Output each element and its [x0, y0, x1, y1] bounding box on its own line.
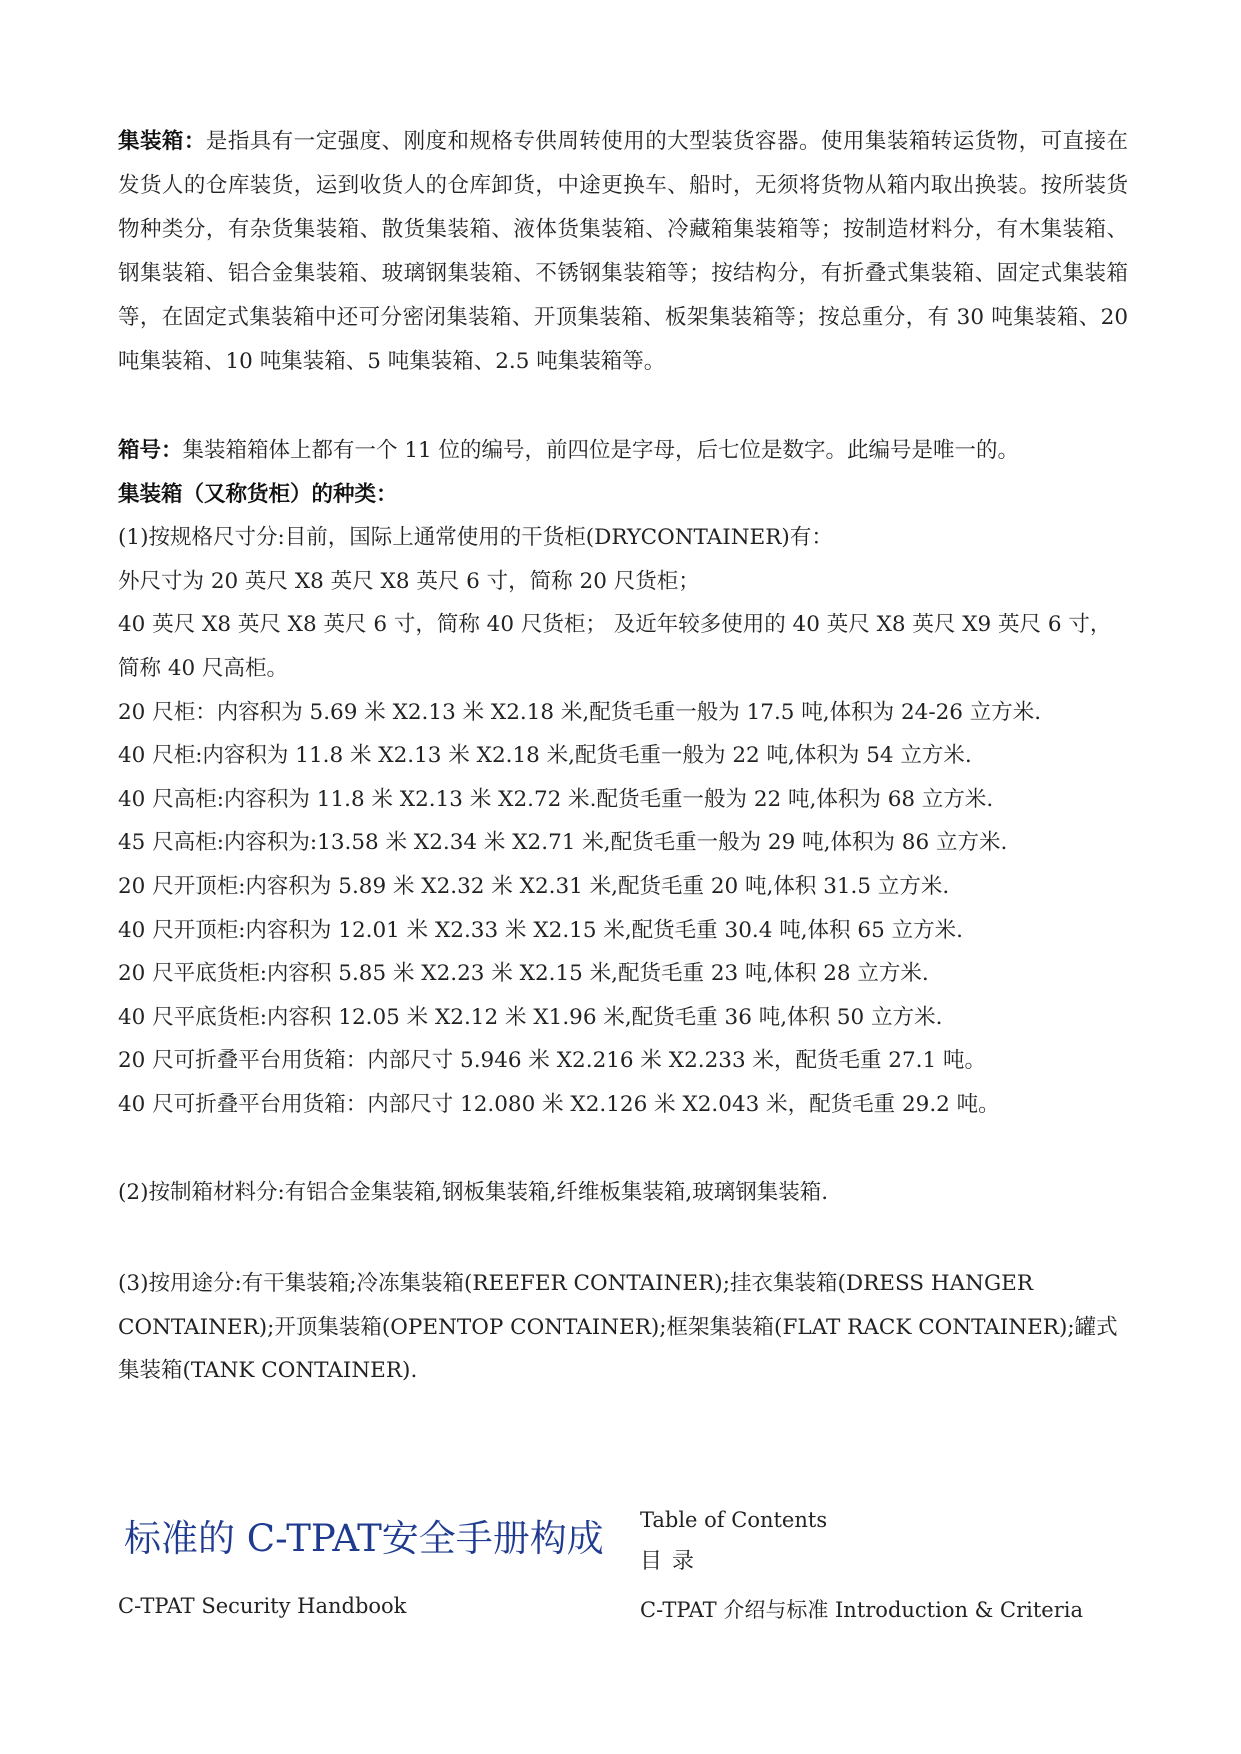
- intro-paragraph: [118, 120, 1128, 384]
- handbook-subtitle: C-TPAT Security Handbook: [118, 1594, 407, 1618]
- size-intro: (1)按规格尺寸分:目前，国际上通常使用的干货柜(DRYCONTAINER)有：: [118, 525, 833, 551]
- spec-line: 40 尺开顶柜:内容积为 12.01 米 X2.33 米 X2.15 米,配货毛重 30.4 吨,体积 65 立方米.: [118, 917, 963, 943]
- use-paragraph: (3)按用途分:有干集装箱;冷冻集装箱(REEFER CONTAINER);挂衣集装箱(DRESS HANGER CONTAINER);开顶集装箱(OPENTOP CONTAINER);框架集装箱(FLAT RACK CONTAINER);罐式集装箱(TANK CONTAINER).: [118, 1271, 1118, 1384]
- material-paragraph: (2)按制箱材料分:有铝合金集装箱,钢板集装箱,纤维板集装箱,玻璃钢集装箱.: [118, 1179, 829, 1205]
- spec-line: 40 尺平底货柜:内容积 12.05 米 X2.12 米 X1.96 米,配货毛重 36 吨,体积 50 立方米.: [118, 1004, 943, 1030]
- spacer: [118, 1127, 1128, 1171]
- size-40ft: 40 英尺 X8 英尺 X8 英尺 6 寸，简称 40 尺货柜； 及近年较多使用的 40 英尺 X8 英尺 X9 英尺 6 寸，简称 40 尺高柜。: [118, 612, 1112, 681]
- handbook-title: 标准的 C-TPAT安全手册构成: [124, 1517, 604, 1560]
- toc-entry-introduction[interactable]: C-TPAT 介绍与标准 Introduction & Criteria: [640, 1598, 1083, 1622]
- intro-text: 是指具有一定强度、刚度和规格专供周转使用的大型装货容器。使用集装箱转运货物，可直接在发货人的仓库装货，运到收货人的仓库卸货，中途更换车、船时，无须将货物从箱内取出换装。按所装货物种类分，有杂货集装箱、散货集装箱、液体货集装箱、冷藏箱集装箱等；按制造材料分，有木集装箱、钢集装箱、铝合金集装箱、玻璃钢集装箱、不锈钢集装箱等；按结构分，有折叠式集装箱、固定式集装箱等，在固定式集装箱中还可分密闭集装箱、开顶集装箱、板架集装箱等；按总重分，有 30 吨集装箱、20 吨集装箱、10 吨集装箱、5 吨集装箱、2.5 吨集装箱等。: [118, 129, 1128, 374]
- handbook-footer: [118, 1508, 1128, 1628]
- spec-line: 40 尺高柜:内容积为 11.8 米 X2.13 米 X2.72 米.配货毛重一般为 22 吨,体积为 68 立方米.: [118, 786, 994, 812]
- spec-line: 20 尺开顶柜:内容积为 5.89 米 X2.32 米 X2.31 米,配货毛重 20 吨,体积 31.5 立方米.: [118, 873, 950, 899]
- spacer: [118, 384, 1128, 429]
- size-20ft: 外尺寸为 20 英尺 X8 英尺 X8 英尺 6 寸，简称 20 尺货柜；: [118, 568, 700, 594]
- spec-line: 40 尺可折叠平台用货箱：内部尺寸 12.080 米 X2.126 米 X2.043 米，配货毛重 29.2 吨。: [118, 1091, 1000, 1117]
- box-number-text: 集装箱箱体上都有一个 11 位的编号，前四位是字母，后七位是数字。此编号是唯一的。: [182, 438, 1020, 463]
- spec-line: 20 尺平底货柜:内容积 5.85 米 X2.23 米 X2.15 米,配货毛重 23 吨,体积 28 立方米.: [118, 961, 929, 987]
- spec-line: 45 尺高柜:内容积为:13.58 米 X2.34 米 X2.71 米,配货毛重一般为 29 吨,体积为 86 立方米.: [118, 830, 1008, 856]
- box-number-paragraph: [118, 429, 1128, 473]
- intro-term: 集装箱：: [118, 129, 206, 154]
- box-number-term: 箱号：: [118, 438, 183, 463]
- spec-line: 20 尺柜：内容积为 5.69 米 X2.13 米 X2.18 米,配货毛重一般为 17.5 吨,体积为 24-26 立方米.: [118, 699, 1042, 725]
- toc-heading: Table of Contents: [640, 1508, 828, 1532]
- types-heading: 集装箱（又称货柜）的种类：: [118, 481, 398, 507]
- spec-line: 20 尺可折叠平台用货箱：内部尺寸 5.946 米 X2.216 米 X2.233 米，配货毛重 27.1 吨。: [118, 1048, 987, 1074]
- spacer: [118, 1214, 1128, 1262]
- toc-chinese-heading: 目录: [640, 1549, 705, 1574]
- document-body: [118, 120, 1128, 1393]
- spec-line: 40 尺柜:内容积为 11.8 米 X2.13 米 X2.18 米,配货毛重一般为 22 吨,体积为 54 立方米.: [118, 743, 972, 769]
